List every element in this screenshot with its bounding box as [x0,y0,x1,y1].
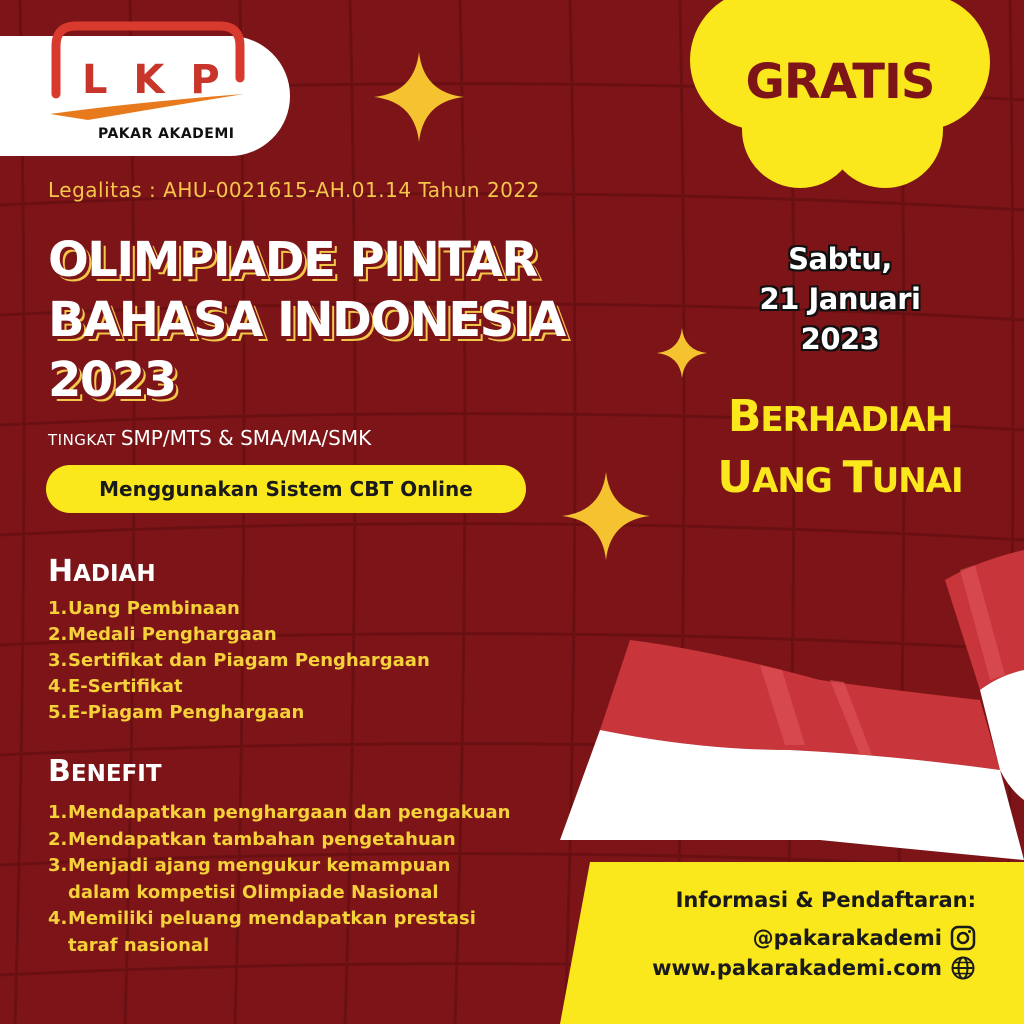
globe-icon[interactable] [950,955,976,981]
date-day-month: 21 Januari [759,282,921,316]
title-line-3: 2023 [48,352,176,408]
benefit-item [48,906,511,933]
hadiah-item-text: Sertifikat dan Piagam Penghargaan [68,650,430,671]
hadiah-item [48,596,430,622]
instagram-handle[interactable]: @pakarakademi [752,926,942,950]
date-year: 2023 [800,322,880,356]
legalitas-text: Legalitas : AHU-0021615-AH.01.14 Tahun 2022 [48,178,540,202]
hadiah-item-text: E-Sertifikat [68,676,183,697]
benefit-item-text: taraf nasional [68,934,210,956]
prize-line-1-rest: ERHADIAH [760,400,953,440]
sparkle-icon [657,328,707,378]
title-line-2: BAHASA INDONESIA [48,292,565,348]
instagram-icon[interactable] [950,925,976,951]
hadiah-item [48,622,430,648]
info-title: Informasi & Pendaftaran: [675,888,976,912]
title-line-1: OLIMPIADE PINTAR [48,232,537,288]
prize-line-2a-rest: ANG [752,461,843,501]
benefit-item-text: Mendapatkan tambahan pengetahuan [68,828,456,850]
hadiah-item-number: 4. [48,676,68,697]
prize-line-2 [690,452,990,503]
hadiah-item-number: 3. [48,650,68,671]
hadiah-item-number: 1. [48,598,68,619]
hadiah-item-number: 2. [48,624,68,645]
benefit-item [48,880,511,907]
hadiah-list [48,596,430,726]
prize-line-2a-initial: U [717,452,753,503]
benefit-item-number: 4. [48,908,68,929]
logo-letters: L K P [82,57,226,103]
tingkat-label: TINGKAT [48,431,116,449]
benefit-item-text: Menjadi ajang mengukur kemampuan [68,855,451,876]
prize-line-1-initial: B [727,391,761,442]
hadiah-item-text: E-Piagam Penghargaan [68,702,305,723]
tingkat-line [48,426,371,450]
benefit-item [48,827,511,854]
prize-line-2b-rest: UNAI [871,461,963,501]
prize-line-2b-initial: T [842,452,872,503]
benefit-list [48,800,511,959]
benefit-heading: BENEFIT [48,754,162,789]
tingkat-value: SMP/MTS & SMA/MA/SMK [120,426,372,450]
benefit-item-number: 3. [48,855,68,876]
hadiah-item-text: Uang Pembinaan [68,598,240,619]
hadiah-heading: HADIAH [48,554,156,589]
benefit-item-text: Memiliki peluang mendapatkan prestasi [68,908,476,929]
benefit-item [48,800,511,827]
cbt-pill [46,465,526,513]
date-day: Sabtu, [788,242,892,276]
hadiah-item [48,674,430,700]
benefit-item-number: 1. [48,802,68,823]
logo-subtitle: PAKAR AKADEMI [98,126,235,142]
prize-line-1 [690,391,990,442]
hadiah-item-text: Medali Penghargaan [68,624,277,645]
benefit-item [48,933,511,960]
hadiah-item-number: 5. [48,702,68,723]
benefit-item-text: dalam kompetisi Olimpiade Nasional [68,881,439,903]
sparkle-icon [374,52,464,142]
gratis-label: GRATIS [745,54,935,110]
benefit-item [48,853,511,880]
benefit-item-number: 2. [48,828,68,850]
cbt-label: Menggunakan Sistem CBT Online [99,477,473,501]
benefit-item-text: Mendapatkan penghargaan dan pengakuan [68,802,511,823]
hadiah-item [48,700,430,726]
hadiah-item [48,648,430,674]
website-link[interactable]: www.pakarakademi.com [652,956,942,980]
